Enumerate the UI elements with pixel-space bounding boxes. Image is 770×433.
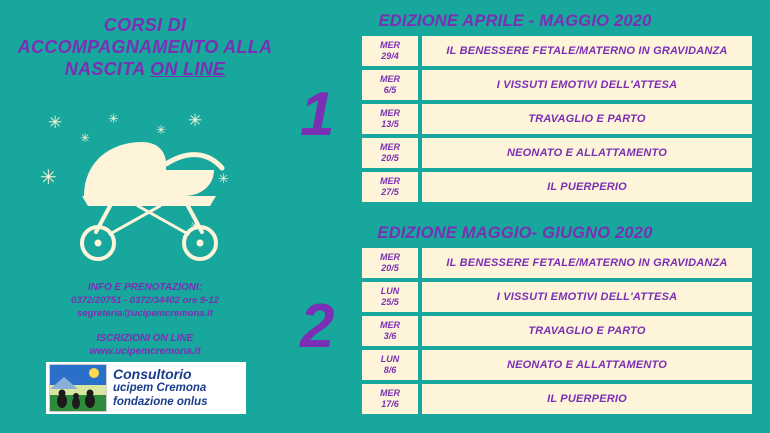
row-day: MER (380, 388, 400, 398)
logo-line-1: Consultorio (113, 366, 192, 382)
edition-2-title: EDIZIONE MAGGIO- GIUGNO 2020 (377, 224, 653, 242)
row-topic: NEONATO E ALLATTAMENTO (422, 138, 752, 168)
pram-svg (38, 110, 253, 270)
sparkle-icon: ✳ (48, 113, 63, 132)
consultorio-logo (46, 362, 246, 414)
row-day: MER (380, 74, 400, 84)
sparkle-icon: ✳ (190, 219, 201, 233)
row-date-value: 25/5 (381, 297, 399, 307)
row-topic: TRAVAGLIO E PARTO (422, 316, 752, 346)
table-row (362, 104, 752, 134)
table-row (362, 350, 752, 380)
table-row (362, 316, 752, 346)
row-date (362, 350, 418, 380)
row-date (362, 282, 418, 312)
table-row (362, 70, 752, 100)
row-date (362, 248, 418, 278)
row-date-value: 17/6 (381, 399, 399, 409)
row-date-value: 20/5 (381, 153, 399, 163)
row-date (362, 138, 418, 168)
row-day: LUN (380, 286, 400, 296)
left-panel (0, 0, 290, 433)
online-block (0, 332, 290, 358)
row-topic: IL BENESSERE FETALE/MATERNO IN GRAVIDANZA (422, 248, 752, 278)
row-date (362, 172, 418, 202)
contact-block (0, 281, 290, 320)
online-heading: ISCRIZIONI ON LINE (96, 333, 194, 344)
title-line-2: ACCOMPAGNAMENTO ALLA (17, 37, 273, 57)
row-date (362, 384, 418, 414)
logo-text (113, 367, 208, 409)
row-topic: IL BENESSERE FETALE/MATERNO IN GRAVIDANZA (422, 36, 752, 66)
table-row (362, 248, 752, 278)
row-date-value: 29/4 (381, 51, 399, 61)
logo-line-2: ucipem Cremona (113, 382, 207, 394)
sparkle-icon: ✳ (218, 171, 229, 186)
poster-title (0, 14, 290, 80)
edition-2-number: 2 (300, 292, 335, 361)
table-row (362, 138, 752, 168)
sparkle-icon: ✳ (108, 111, 119, 126)
contact-phones: 0372/20751 - 0372/34402 ore 9-12 (71, 295, 219, 306)
row-date-value: 13/5 (381, 119, 399, 129)
row-day: MER (380, 108, 400, 118)
row-date-value: 8/6 (383, 365, 397, 375)
logo-mark-icon (49, 364, 107, 412)
sparkle-icon: ✳ (40, 167, 57, 189)
row-day: LUN (380, 354, 400, 364)
edition-1-schedule (362, 36, 752, 206)
sparkle-icon: ✳ (156, 123, 167, 137)
row-topic: TRAVAGLIO E PARTO (422, 104, 752, 134)
row-date-value: 6/5 (383, 85, 397, 95)
row-day: MER (380, 320, 400, 330)
row-topic: IL PUERPERIO (422, 384, 752, 414)
title-line-3a: NASCITA (64, 59, 151, 79)
row-topic: I VISSUTI EMOTIVI DELL'ATTESA (422, 282, 752, 312)
table-row (362, 384, 752, 414)
row-date (362, 36, 418, 66)
row-date-value: 3/6 (383, 331, 397, 341)
title-line-3 (0, 58, 290, 80)
baby-pram-illustration (38, 110, 253, 270)
title-line-3b: ON LINE (150, 59, 226, 79)
title-line-1: CORSI DI (103, 15, 187, 35)
row-date (362, 70, 418, 100)
row-day: MER (380, 40, 400, 50)
row-topic: IL PUERPERIO (422, 172, 752, 202)
row-date-value: 27/5 (381, 187, 399, 197)
table-row (362, 36, 752, 66)
row-day: MER (380, 176, 400, 186)
row-topic: I VISSUTI EMOTIVI DELL'ATTESA (422, 70, 752, 100)
edition-2-schedule (362, 248, 752, 418)
table-row (362, 282, 752, 312)
logo-line-3: fondazione onlus (113, 396, 208, 408)
row-date (362, 316, 418, 346)
edition-1-title: EDIZIONE APRILE - MAGGIO 2020 (378, 12, 652, 30)
edition-1-number: 1 (300, 80, 335, 149)
website-link[interactable]: www.ucipemcremona.it (89, 346, 201, 357)
row-topic: NEONATO E ALLATTAMENTO (422, 350, 752, 380)
row-day: MER (380, 252, 400, 262)
contact-heading: INFO E PRENOTAZIONI: (87, 282, 203, 293)
sparkle-icon: ✳ (80, 131, 91, 145)
row-date-value: 20/5 (381, 263, 399, 273)
sparkle-icon: ✳ (188, 111, 203, 130)
row-date (362, 104, 418, 134)
contact-email[interactable]: segreteria@ucipemcremona.it (77, 308, 213, 319)
table-row (362, 172, 752, 202)
logo-artwork (50, 365, 106, 411)
row-day: MER (380, 142, 400, 152)
right-panel (290, 0, 770, 433)
